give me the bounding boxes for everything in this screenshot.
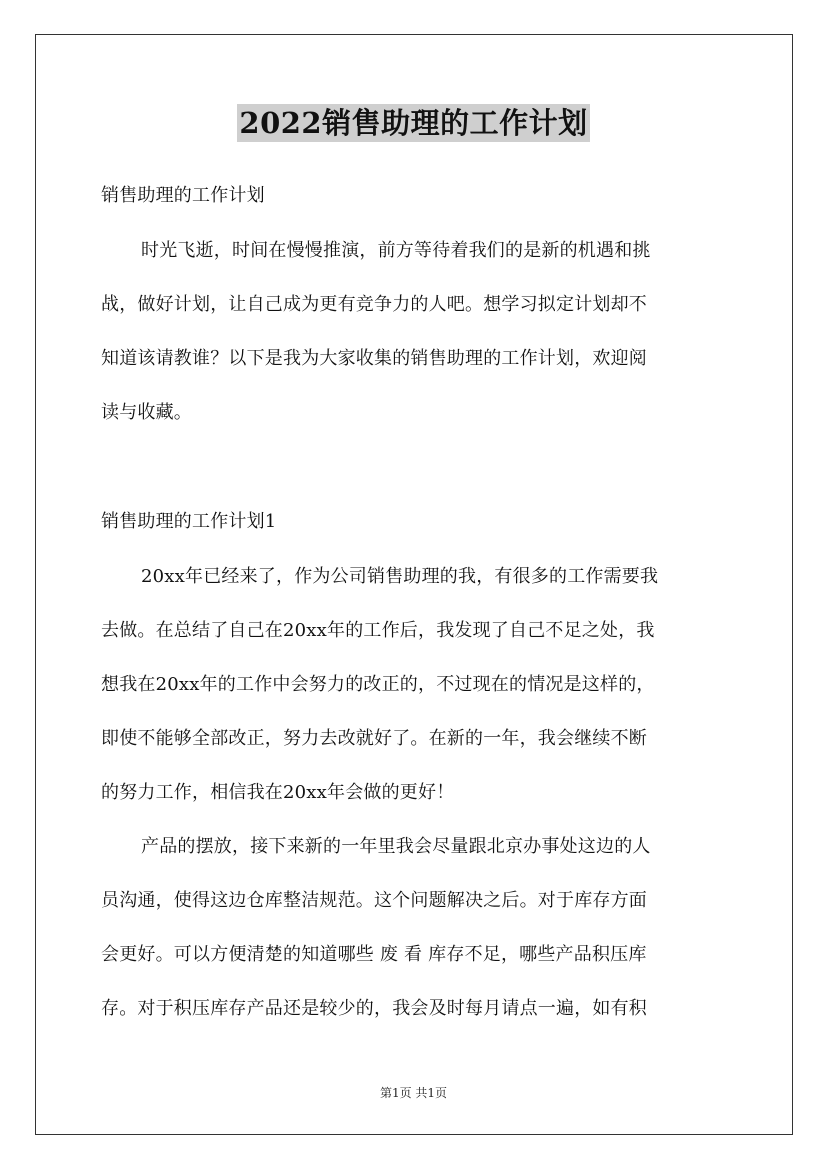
subtitle: 销售助理的工作计划 xyxy=(101,185,265,206)
para2-line-2: 员沟通，使得这边仓库整洁规范。这个问题解决之后。对于库存方面 xyxy=(101,890,647,911)
document-title xyxy=(0,101,827,142)
para1-line-4: 即使不能够全部改正，努力去改就好了。在新的一年，我会继续不断 xyxy=(101,728,647,749)
intro-line-4: 读与收藏。 xyxy=(101,402,192,423)
para1-line-3: 想我在20xx年的工作中会努力的改正的，不过现在的情况是这样的， xyxy=(101,674,655,695)
section-heading-1: 销售助理的工作计划1 xyxy=(101,511,277,532)
intro-line-2: 战，做好计划，让自己成为更有竞争力的人吧。想学习拟定计划却不 xyxy=(101,294,647,315)
para1-line-1: 20xx年已经来了，作为公司销售助理的我，有很多的工作需要我 xyxy=(141,566,659,587)
intro-line-1: 时光飞逝，时间在慢慢推演，前方等待着我们的是新的机遇和挑 xyxy=(141,240,651,261)
intro-line-3: 知道该请教谁？以下是我为大家收集的销售助理的工作计划，欢迎阅 xyxy=(101,348,647,369)
para2-line-3: 会更好。可以方便清楚的知道哪些 废 看 库存不足，哪些产品积压库 xyxy=(101,944,647,965)
para2-line-1: 产品的摆放，接下来新的一年里我会尽量跟北京办事处这边的人 xyxy=(141,836,651,857)
document-title-text: 2022销售助理的工作计划 xyxy=(239,106,588,140)
para2-line-4: 存。对于积压库存产品还是较少的，我会及时每月请点一遍，如有积 xyxy=(101,998,647,1019)
para1-line-5: 的努力工作，相信我在20xx年会做的更好！ xyxy=(101,782,455,803)
page-footer: 第1页 共1页 xyxy=(379,1086,448,1100)
para1-line-2: 去做。在总结了自己在20xx年的工作后，我发现了自己不足之处，我 xyxy=(101,620,655,641)
